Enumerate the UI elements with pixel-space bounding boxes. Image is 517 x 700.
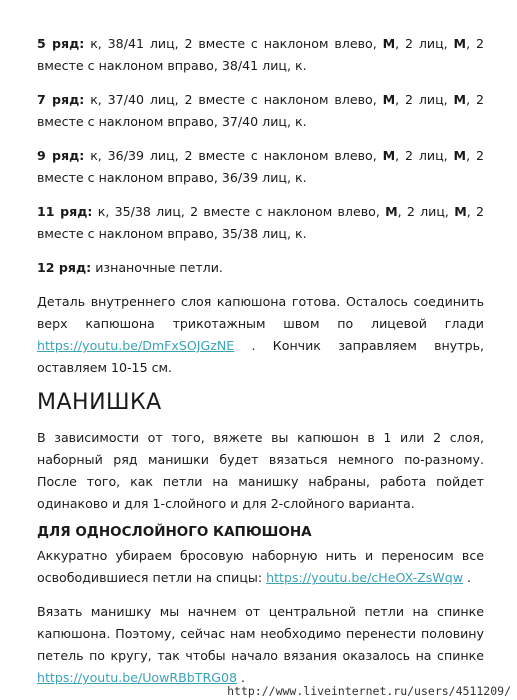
marker: М	[453, 148, 467, 163]
marker: М	[453, 92, 467, 107]
row-11	[37, 201, 484, 245]
row-label: 9 ряд:	[37, 148, 85, 163]
paragraph-text: Деталь внутреннего слоя капюшона готова. Осталось соединить верх капюшона трикотажным швом по лицевой глади	[37, 294, 484, 331]
paragraph-text: .	[237, 670, 246, 685]
para-move-stitches	[37, 601, 484, 689]
video-link-cheox[interactable]: https://youtu.be/cHeOX-ZsWqw	[266, 570, 464, 585]
marker: М	[453, 36, 467, 51]
row-text: , 2 лиц,	[395, 36, 454, 51]
row-label: 12 ряд:	[37, 260, 92, 275]
watermark-url: http://www.liveinternet.ru/users/4511209/	[227, 684, 511, 698]
row-text: , 2 вместе с наклоном вправо, 38/41 лиц, к.	[37, 36, 484, 73]
row-text: к, 36/39 лиц, 2 вместе с наклоном влево,	[84, 148, 383, 163]
row-text: к, 35/38 лиц, 2 вместе с наклоном влево,	[92, 204, 386, 219]
inner-layer-paragraph	[37, 291, 484, 379]
row-text: , 2 лиц,	[397, 204, 455, 219]
para-remove-thread	[37, 545, 484, 589]
section-title: МАНИШКА	[37, 390, 162, 415]
video-link-dmfx[interactable]: https://youtu.be/DmFxSOJGzNE	[37, 338, 235, 353]
row-text: , 2 вместе с наклоном вправо, 35/38 лиц, к.	[37, 204, 484, 241]
video-link-uowr[interactable]: https://youtu.be/UowRBbTRG08	[37, 670, 238, 685]
row-text: , 2 вместе с наклоном вправо, 37/40 лиц, к.	[37, 92, 484, 129]
row-5	[37, 33, 484, 77]
marker: М	[382, 148, 396, 163]
paragraph-text: Вязать манишку мы начнем от центральной петли на спинке капюшона. Поэтому, сейчас нам необходимо перенести половину петель по кругу, так чтобы начало вязания оказалось на спинке	[37, 604, 484, 663]
intro-paragraph: В зависимости от того, вяжете вы капюшон в 1 или 2 слоя, наборный ряд манишки будет вязаться немного по-разному. После того, как петли на манишку набраны, работа пойдет одинаково и для 1-слойного и для 2-слойного варианта.	[37, 430, 484, 511]
marker: М	[385, 204, 398, 219]
row-label: 7 ряд:	[37, 92, 85, 107]
paragraph-text: . Кончик заправляем внутрь, оставляем 10-15 см.	[37, 338, 484, 375]
row-9	[37, 145, 484, 189]
row-12	[37, 257, 484, 279]
paragraph-text: .	[463, 570, 472, 585]
subsection-title: ДЛЯ ОДНОСЛОЙНОГО КАПЮШОНА	[37, 524, 312, 540]
row-text: , 2 вместе с наклоном вправо, 36/39 лиц, к.	[37, 148, 484, 185]
marker: М	[454, 204, 467, 219]
row-text: , 2 лиц,	[395, 92, 454, 107]
row-label: 5 ряд:	[37, 36, 85, 51]
marker: М	[382, 92, 396, 107]
row-text: к, 38/41 лиц, 2 вместе с наклоном влево,	[84, 36, 383, 51]
marker: М	[382, 36, 396, 51]
row-label: 11 ряд:	[37, 204, 93, 219]
row-text: к, 37/40 лиц, 2 вместе с наклоном влево,	[84, 92, 383, 107]
paragraph-text: Аккуратно убираем бросовую наборную нить и переносим все освободившиеся петли на спицы:	[37, 548, 484, 585]
row-text: , 2 лиц,	[395, 148, 454, 163]
row-7	[37, 89, 484, 133]
row-text: изнаночные петли.	[91, 260, 223, 275]
